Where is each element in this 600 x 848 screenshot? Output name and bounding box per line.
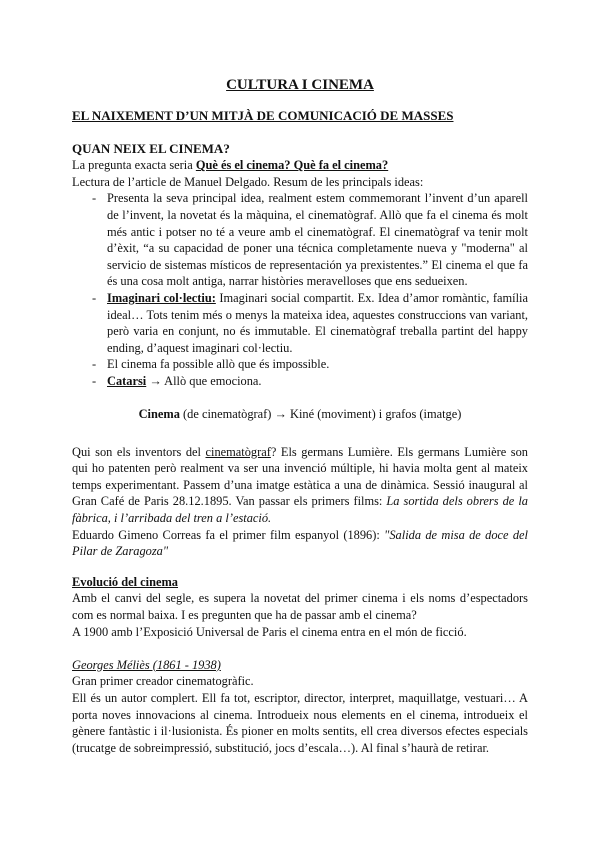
text-run: "Salida de misa de doce del Pilar de Zaragoza": [72, 527, 528, 559]
text-run: → Allò que emociona.: [146, 373, 262, 388]
section-heading-quan-neix: QUAN NEIX EL CINEMA?: [72, 140, 230, 156]
text-run: Catarsi: [107, 373, 147, 388]
intro-paragraph: [72, 157, 528, 174]
main-heading: EL NAIXEMENT D’UN MITJÀ DE COMUNICACIÓ DE MASSES: [72, 108, 454, 123]
evolucio-paragraph-1: Amb el canvi del segle, es supera la novetat del primer cinema i els noms d’espectadors com es normal baixa. I es pregunten que ha de passar amb el cinema?: [72, 591, 528, 623]
document-page: [72, 76, 528, 756]
inventors-paragraph: [72, 444, 528, 527]
section-heading-evolucio: Evolució del cinema: [72, 574, 179, 589]
lectura-paragraph: Lectura de l’article de Manuel Delgado. Resum de les principals ideas:: [72, 174, 424, 189]
text-run: La pregunta exacta seria: [72, 158, 196, 173]
list-item: [107, 373, 528, 390]
ideas-list: [72, 190, 528, 389]
evolucio-paragraph-2: A 1900 amb l’Exposició Universal de Paris el cinema entra en el món de ficció.: [72, 624, 467, 639]
text-run: Imaginari social compartit. Ex. Idea d’amor romàntic, família ideal… Tots tenim més o menys la mateixa idea, aquestes construccions van variant, però varia en conjunt, no és immutable. El cinematògraf treballa partint del happy ending, d’aquest imaginari col·lectiu.: [107, 290, 528, 355]
list-item: [107, 290, 528, 356]
melies-paragraph-2: Ell és un autor complert. Ell fa tot, escriptor, director, interpret, maquillatge, vestuari… A porta noves innovacions al cinema. Introdueix nous elements en el cinema, introdueix el gènere fantàstic i il·lusionista. És pioner en molts sentits, ell crea diversos efectes especials (trucatge de sobreimpressió, substitució, jocs d’escala…). Al final s’haurà de retirar.: [72, 691, 528, 755]
list-item: [107, 356, 528, 373]
text-run: Cinema: [138, 407, 180, 422]
melies-paragraph-1: Gran primer creador cinematogràfic.: [72, 674, 254, 689]
text-run: (de cinematògraf) → Kiné (moviment) i grafos (imatge): [179, 407, 462, 422]
list-item: [107, 190, 528, 290]
text-run: La sortida dels obrers de la fàbrica, i l’arribada del tren a l’estació.: [72, 494, 528, 526]
text-run: Qui son els inventors del: [72, 444, 206, 459]
text-run: cinematògraf: [205, 444, 271, 459]
gimeno-paragraph: [72, 527, 528, 560]
text-run: Eduardo Gimeno Correas fa el primer film espanyol (1896):: [72, 527, 385, 542]
section-heading-melies: Georges Méliès (1861 - 1938): [72, 657, 221, 672]
text-run: Presenta la seva principal idea, realment estem commemorant l’invent d’un aparell de l’invent, la novetat és la màquina, el cinematògraf. Allò que fa el cinema és molt més antic i potser no té a veure amb el cinematògraf. El cinematògraf va tenir molt d’èxit, “a su capacidad de poner una técnica completamente nueva y "moderna" al servicio de sistemas místicos de representación ya prexistentes.” El cinema el que fa és una cosa molt antiga, narrar històries meravelloses que ens sedueixen.: [107, 191, 528, 289]
text-run: El cinema fa possible allò que és impossible.: [107, 357, 330, 372]
text-run: ? Els germans Lumière. Els germans Lumière son qui ho patenten però realment va ser una invenció múltiple, hi havia molta gent al mateix temps experimentant. Passem d’una imatge estàtica a una de dinàmica. Sessió inaugural al Gran Café de Paris 28.12.1895. Van passar els primers films:: [72, 444, 528, 509]
cinema-etymology: [72, 406, 528, 423]
text-run: Imaginari col·lectiu:: [107, 290, 216, 305]
document-title: CULTURA I CINEMA: [226, 77, 374, 93]
text-run: Què és el cinema? Què fa el cinema?: [195, 158, 389, 173]
